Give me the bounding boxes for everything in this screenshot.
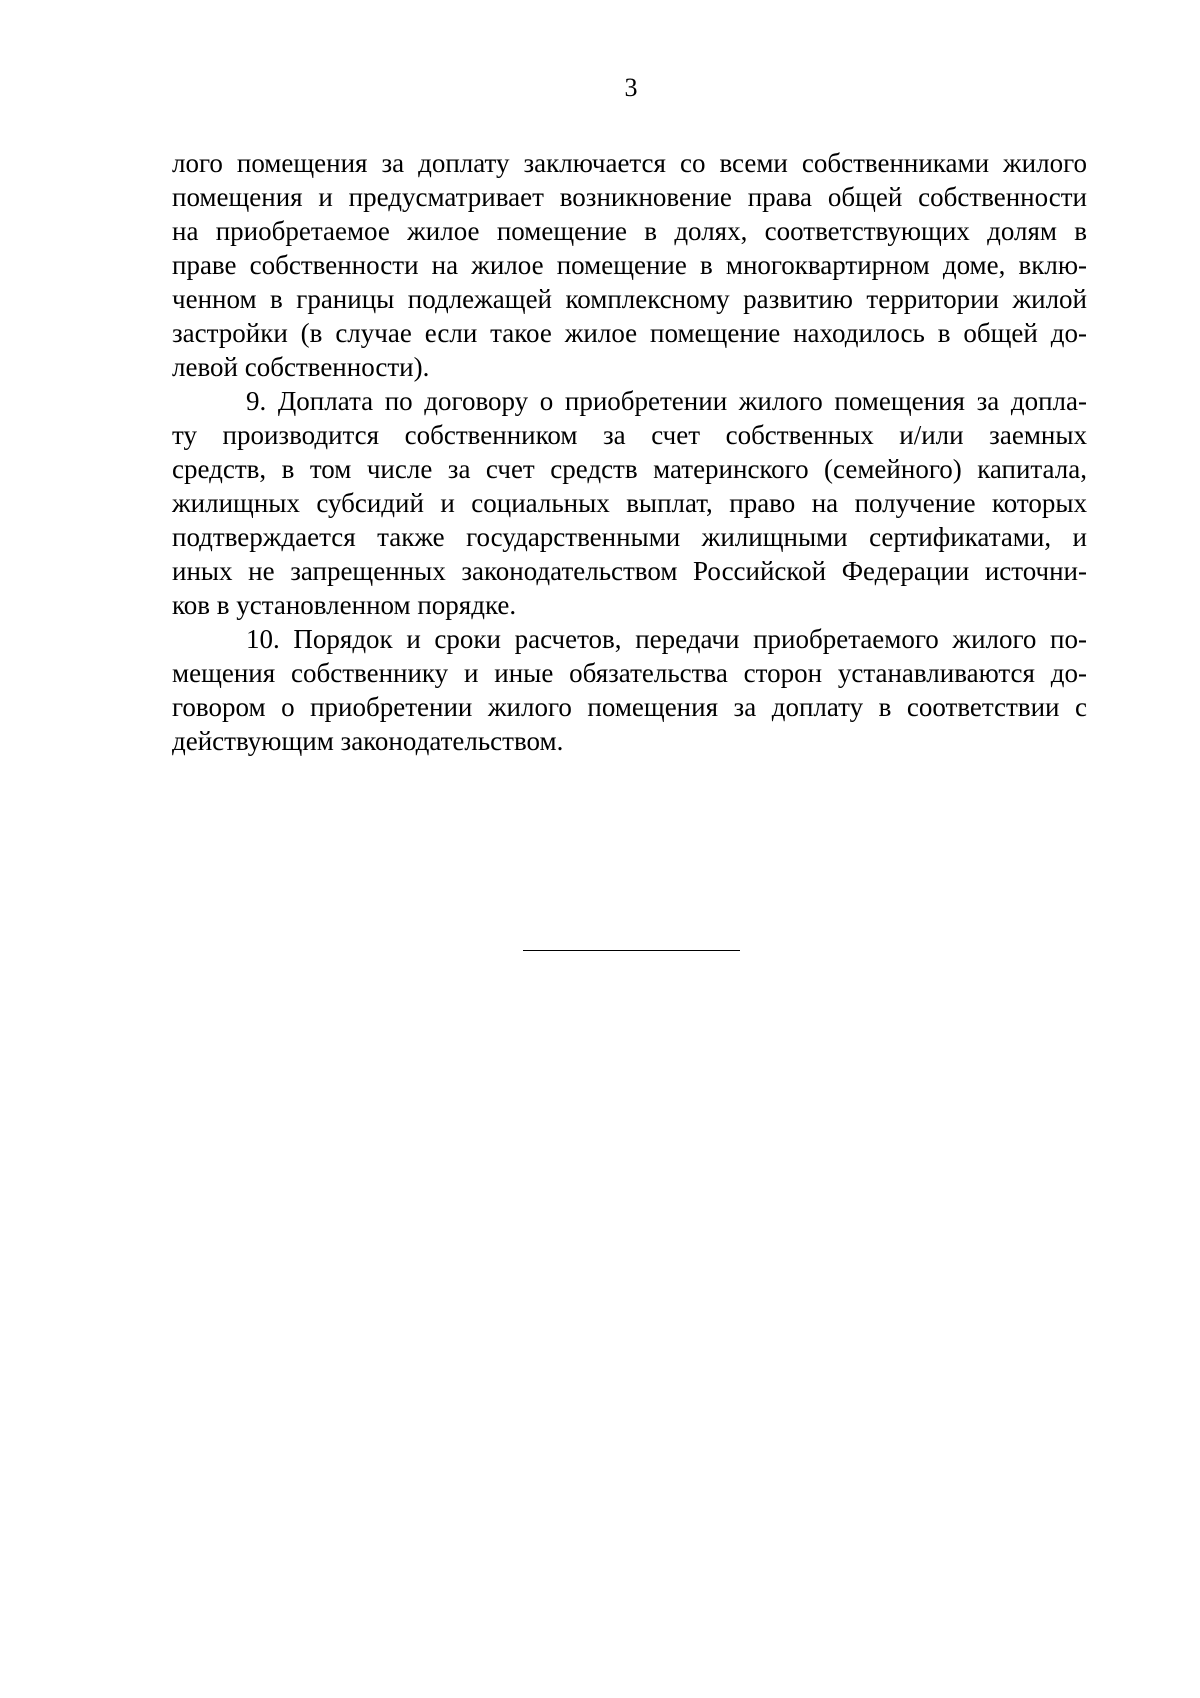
document-body [172, 146, 1087, 758]
text-line: 9. Доплата по договору о приобретении жилого помещения за допла- [246, 386, 1087, 416]
text-line: действующим законодательством. [172, 726, 564, 756]
text-line: подтверждается также государственными жилищными сертификатами, и [172, 522, 1087, 552]
paragraph-item-10 [172, 622, 1087, 758]
text-line: помещения и предусматривает возникновение права общей собственности [172, 182, 1087, 212]
text-line: жилищных субсидий и социальных выплат, право на получение которых [172, 488, 1087, 518]
text-line: ту производится собственником за счет собственных и/или заемных [172, 420, 1087, 450]
text-line: говором о приобретении жилого помещения за доплату в соответствии с [172, 692, 1087, 722]
page-number: 3 [624, 73, 638, 102]
text-line: левой собственности). [172, 352, 430, 382]
paragraph-item-9 [172, 384, 1087, 622]
text-line: иных не запрещенных законодательством Российской Федерации источни- [172, 556, 1087, 586]
text-line: 10. Порядок и сроки расчетов, передачи приобретаемого жилого по- [246, 624, 1087, 654]
text-line: средств, в том числе за счет средств материнского (семейного) капитала, [172, 454, 1087, 484]
text-line: мещения собственнику и иные обязательства сторон устанавливаются до- [172, 658, 1087, 688]
text-line: застройки (в случае если такое жилое помещение находилось в общей до- [172, 318, 1087, 348]
text-line: на приобретаемое жилое помещение в долях, соответствующих долям в [172, 216, 1087, 246]
paragraph-continuation [172, 146, 1087, 384]
text-line: ченном в границы подлежащей комплексному развитию территории жилой [172, 284, 1087, 314]
text-line: ков в установленном порядке. [172, 590, 517, 620]
end-of-document-rule [523, 950, 740, 951]
text-line: лого помещения за доплату заключается со всеми собственниками жилого [172, 148, 1087, 178]
text-line: праве собственности на жилое помещение в многоквартирном доме, вклю- [172, 250, 1087, 280]
